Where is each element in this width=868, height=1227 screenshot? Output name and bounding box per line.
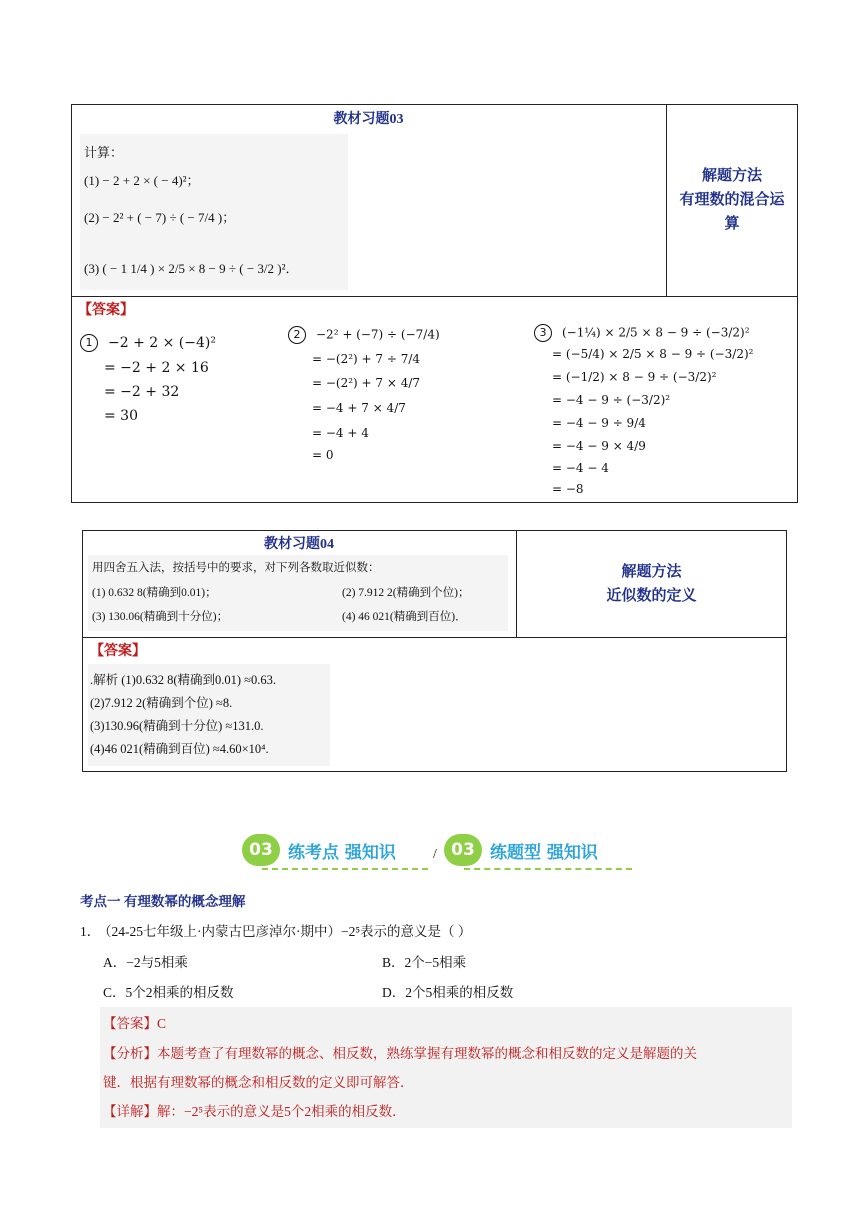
option-a: A．−2与5相乘: [103, 955, 188, 970]
exercise-03-method-label: 解题方法: [701, 168, 762, 184]
exercise-04-answer-line-3: (4)46 021(精确到百位) ≈4.60×10⁴.: [90, 742, 269, 756]
solution-2-line-0: [288, 326, 440, 344]
solution-2-line-4: = −4 + 4: [312, 426, 369, 440]
exercise-04-answer-line-2: (3)130.96(精确到十分位) ≈131.0.: [90, 719, 264, 733]
exercise-03-method-name: 有理数的混合运: [679, 192, 785, 208]
solution-1-line-0: [80, 334, 216, 352]
exercise-04-answer-line-1: (2)7.912 2(精确到个位) ≈8.: [90, 696, 233, 710]
option-d: D．2个5相乘的相反数: [382, 985, 514, 1000]
exercise-04-method-name: 近似数的定义: [606, 588, 697, 604]
exercise-04-q2: (2) 7.912 2(精确到个位)；: [342, 587, 470, 599]
exercise-04-method-label: 解题方法: [621, 564, 682, 580]
circled-number-1: 1: [80, 334, 98, 352]
analysis-line-1: 【分析】本题考查了有理数幂的概念、相反数，熟练掌握有理数幂的概念和相反数的定义是解题的关: [103, 1046, 697, 1061]
solution-1-line-1: = −2 + 2 × 16: [104, 360, 209, 376]
question-number: 1．: [80, 924, 101, 939]
exercise-04-answer-label: 【答案】: [90, 644, 146, 659]
answer-line: 【答案】C: [103, 1016, 167, 1031]
banner-underline-2: [464, 868, 632, 870]
solution-1-line-3: = 30: [104, 408, 138, 424]
banner-text-1: 练考点 强知识: [288, 843, 396, 863]
exercise-04-q3: (3) 130.06(精确到十分位)；: [92, 611, 229, 623]
analysis-line-2: 键．根据有理数幂的概念和相反数的定义即可解答．: [103, 1075, 414, 1090]
solution-3-line-6: = −4 − 4: [552, 461, 609, 475]
solution-3-line-2: = (−1/2) × 8 − 9 ÷ (−3/2)²: [552, 370, 717, 384]
banner-badge-2: 03: [444, 834, 482, 866]
exercise-03-hdivider: [71, 296, 798, 297]
solution-3-line-3: = −4 − 9 ÷ (−3/2)²: [552, 393, 671, 407]
exercise-04-intro: 用四舍五入法，按括号中的要求，对下列各数取近似数：: [92, 562, 380, 574]
banner-separator: /: [433, 846, 437, 861]
exercise-04-hdivider: [82, 637, 787, 638]
exercise-03-method-name-2: 算: [724, 216, 740, 232]
exercise-03-title: 教材习题03: [333, 112, 404, 127]
banner-underline-1: [262, 868, 428, 870]
circled-number-2: 2: [288, 326, 306, 344]
solution-2-line-5: = 0: [312, 448, 334, 462]
solution-3-line-0: [534, 324, 750, 342]
detail-line: 【详解】解：−2⁵表示的意义是5个2相乘的相反数．: [103, 1104, 406, 1119]
solution-3-text-0: (−1¼) × 2/5 × 8 − 9 ÷ (−3/2)²: [562, 325, 750, 340]
solution-3-line-1: = (−5/4) × 2/5 × 8 − 9 ÷ (−3/2)²: [552, 347, 754, 361]
banner-badge-1: 03: [242, 834, 280, 866]
exercise-03-answer-label: 【答案】: [78, 303, 134, 318]
option-c: C．5个2相乘的相反数: [103, 985, 234, 1000]
solution-2-line-3: = −4 + 7 × 4/7: [312, 401, 406, 415]
exercise-03-q3: (3) ( − 1 1/4 ) × 2/5 × 8 − 9 ÷ ( − 3/2 )²．: [84, 261, 299, 276]
question-text: （24-25七年级上·内蒙古巴彦淖尔·期中）−2⁵表示的意义是（ ）: [98, 924, 472, 939]
solution-3-line-7: = −8: [552, 482, 584, 496]
exercise-03-intro: 计算：: [84, 145, 124, 160]
solution-1-text-0: −2 + 2 × (−4)²: [108, 335, 216, 351]
option-b: B．2个−5相乘: [382, 955, 467, 970]
banner-text-2: 练题型 强知识: [490, 843, 598, 863]
solution-2-line-1: = −(2²) + 7 ÷ 7/4: [312, 352, 421, 366]
solution-2-text-0: −2² + (−7) ÷ (−7/4): [316, 327, 440, 342]
exercise-03-q2: (2) − 2² + ( − 7) ÷ ( − 7/4 )；: [84, 210, 236, 225]
solution-1-line-2: = −2 + 32: [104, 384, 180, 400]
solution-2-line-2: = −(2²) + 7 × 4/7: [312, 376, 421, 390]
circled-number-3: 3: [534, 324, 552, 342]
exercise-04-answer-line-0: .解析 (1)0.632 8(精确到0.01) ≈0.63.: [90, 673, 277, 687]
exercise-04-q1: (1) 0.632 8(精确到0.01)；: [92, 587, 217, 599]
solution-3-line-5: = −4 − 9 × 4/9: [552, 439, 646, 453]
exercise-04-title: 教材习题04: [264, 537, 334, 552]
section-heading: 考点一 有理数幂的概念理解: [80, 894, 246, 909]
exercise-04-q4: (4) 46 021(精确到百位)．: [342, 611, 467, 623]
solution-3-line-4: = −4 − 9 ÷ 9/4: [552, 416, 646, 430]
exercise-03-q1: (1) − 2 + 2 × ( − 4)²；: [84, 173, 200, 188]
